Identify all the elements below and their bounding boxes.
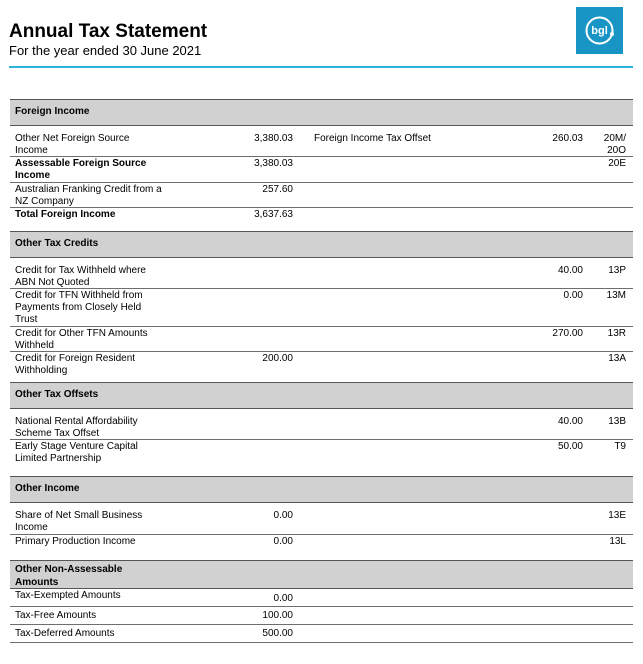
table-row <box>10 132 633 157</box>
row-description: Early Stage Venture Capital Limited Partnership <box>15 441 138 464</box>
row-secondary-amount: 270.00 <box>552 328 583 339</box>
section-title: Other Non-Assessable Amounts <box>15 564 123 588</box>
row-tax-label: 13R <box>607 328 626 339</box>
row-amount: 500.00 <box>262 628 293 639</box>
section-other-income: Other Income <box>10 476 633 503</box>
row-description: Credit for Foreign Resident Withholding <box>15 353 136 376</box>
page-title: Annual Tax Statement <box>9 21 208 42</box>
row-amount: 0.00 <box>273 593 293 604</box>
table-row <box>10 509 633 535</box>
table-row <box>10 415 633 440</box>
row-tax-label: 13E <box>608 510 626 521</box>
row-amount: 200.00 <box>262 353 293 364</box>
row-tax-label: 13A <box>608 353 626 364</box>
row-secondary-amount: 50.00 <box>557 441 583 452</box>
row-secondary-amount: 260.03 <box>552 133 583 144</box>
row-description: Credit for Tax Withheld where ABN Not Quoted <box>15 265 146 288</box>
row-amount: 0.00 <box>273 536 293 547</box>
table-row <box>10 589 633 607</box>
row-description: Total Foreign Income <box>15 209 116 220</box>
row-tax-label: 20M/ 20O <box>603 133 626 156</box>
row-amount: 3,380.03 <box>254 133 293 144</box>
tax-statement-table <box>10 99 633 643</box>
row-secondary-amount: 40.00 <box>557 265 583 276</box>
logo-text: bgl <box>591 25 608 37</box>
table-row <box>10 157 633 183</box>
row-description: Credit for Other TFN Amounts Withheld <box>15 328 148 351</box>
table-row <box>10 535 633 550</box>
row-tax-label: 13B <box>608 416 626 427</box>
statement-header <box>9 22 633 68</box>
row-amount: 3,380.03 <box>254 158 293 169</box>
bgl-logo <box>576 7 623 54</box>
table-row <box>10 352 633 378</box>
row-description: Tax-Exempted Amounts <box>15 590 121 601</box>
table-row <box>10 625 633 643</box>
row-tax-label: 13L <box>609 536 626 547</box>
row-amount: 257.60 <box>262 184 293 195</box>
row-description: National Rental Affordability Scheme Tax Offset <box>15 416 138 439</box>
bgl-logo-icon <box>576 7 623 54</box>
row-amount: 100.00 <box>262 610 293 621</box>
table-row <box>10 327 633 352</box>
row-tax-label: 13P <box>608 265 626 276</box>
table-row <box>10 607 633 625</box>
table-row <box>10 264 633 289</box>
row-amount: 3,637.63 <box>254 209 293 220</box>
row-description: Share of Net Small Business Income <box>15 510 143 533</box>
row-description: Tax-Free Amounts <box>15 610 97 621</box>
row-description: Other Net Foreign Source Income <box>15 133 130 156</box>
row-tax-label: T9 <box>614 441 626 452</box>
section-other-tax-offsets: Other Tax Offsets <box>10 382 633 409</box>
table-row <box>10 440 633 466</box>
table-row <box>10 183 633 208</box>
row-tax-label: 13M <box>606 290 626 301</box>
row-secondary-description: Foreign Income Tax Offset <box>314 133 431 144</box>
row-amount: 0.00 <box>273 510 293 521</box>
row-description: Assessable Foreign Source Income <box>15 158 147 181</box>
row-description: Tax-Deferred Amounts <box>15 628 115 639</box>
page-subtitle: For the year ended 30 June 2021 <box>9 43 202 58</box>
section-other-non-assessable <box>10 560 633 589</box>
row-description: Credit for TFN Withheld from Payments from Closely Held Trust <box>15 290 143 325</box>
table-row <box>10 208 633 223</box>
row-description: Australian Franking Credit from a NZ Company <box>15 184 162 207</box>
section-foreign-income: Foreign Income <box>10 99 633 126</box>
row-tax-label: 20E <box>608 158 626 169</box>
section-other-tax-credits: Other Tax Credits <box>10 231 633 258</box>
row-description: Primary Production Income <box>15 536 136 547</box>
row-secondary-amount: 40.00 <box>557 416 583 427</box>
row-secondary-amount: 0.00 <box>563 290 583 301</box>
table-row <box>10 289 633 327</box>
